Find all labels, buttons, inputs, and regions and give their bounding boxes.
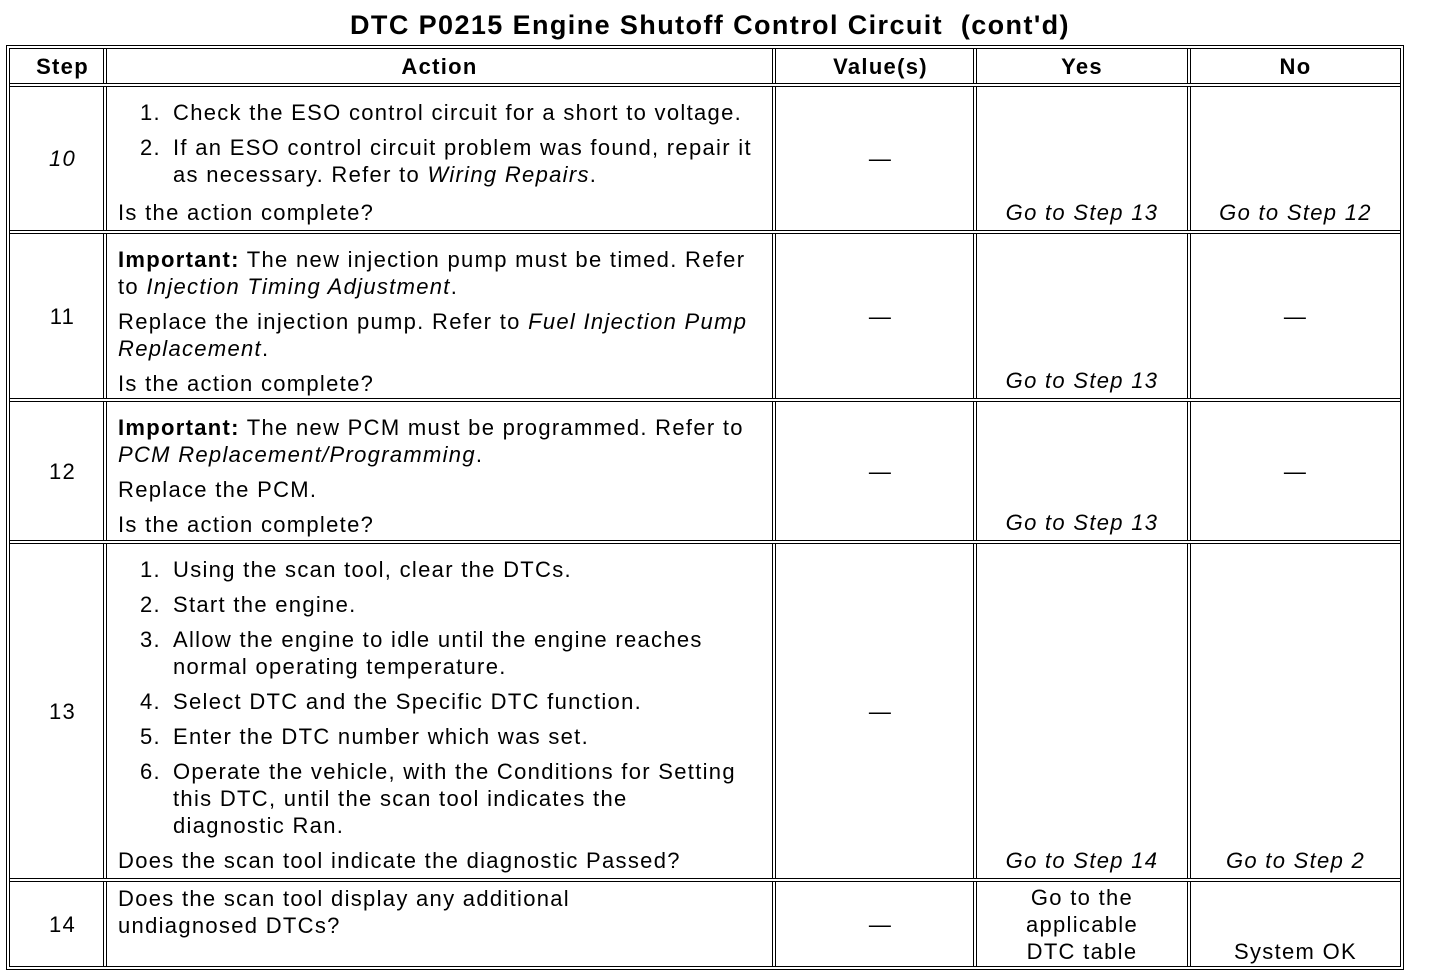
action-question: Is the action complete? xyxy=(118,512,375,537)
header-values: Value(s) xyxy=(776,49,977,83)
action-cell xyxy=(107,87,776,230)
action-text-line xyxy=(118,246,766,273)
yes-result-line: applicable xyxy=(1025,911,1139,937)
no-result: Go to Step 2 xyxy=(1225,848,1366,873)
list-number: 6. xyxy=(140,759,161,784)
list-number: 2. xyxy=(140,135,161,160)
action-text: this DTC, until the scan tool indicates the xyxy=(173,786,628,811)
diagnostic-table xyxy=(6,45,1404,970)
action-text: . xyxy=(475,442,484,467)
action-text: Allow the engine to idle until the engine reaches xyxy=(173,627,703,652)
yes-result-line: DTC table xyxy=(1026,938,1138,964)
no-cell: — xyxy=(1283,458,1308,484)
action-paragraph xyxy=(118,246,766,300)
reference-title: Wiring Repairs xyxy=(427,162,590,187)
list-number: 1. xyxy=(140,100,161,125)
yes-result: Go to Step 13 xyxy=(1005,510,1159,535)
value-cell: — xyxy=(776,544,977,878)
action-text: Replace the injection pump. Refer to xyxy=(118,309,529,334)
list-number: 1. xyxy=(140,557,161,582)
action-cell xyxy=(107,544,776,878)
action-question: Is the action complete? xyxy=(118,371,375,396)
action-cell xyxy=(107,402,776,540)
yes-cell xyxy=(977,87,1191,230)
action-text: Check the ESO control circuit for a short to voltage. xyxy=(173,100,743,125)
value-cell: — xyxy=(776,87,977,230)
action-cell xyxy=(107,234,776,398)
action-text: Replace the PCM. xyxy=(118,477,318,502)
action-text-line xyxy=(173,161,766,188)
value-cell: — xyxy=(776,234,977,398)
step-number: 14 xyxy=(10,882,107,966)
action-list-item xyxy=(118,556,766,583)
action-paragraph xyxy=(118,414,766,468)
action-text: . xyxy=(450,274,459,299)
list-number: 3. xyxy=(140,627,161,652)
action-text: Using the scan tool, clear the DTCs. xyxy=(173,557,572,582)
yes-cell xyxy=(977,234,1191,398)
reference-title: Fuel Injection Pump xyxy=(528,309,748,334)
action-text: The new PCM must be programmed. Refer to xyxy=(239,415,744,440)
action-text: Select DTC and the Specific DTC function. xyxy=(173,689,643,714)
action-text: . xyxy=(261,336,270,361)
action-list-item xyxy=(118,626,766,680)
reference-title: Injection Timing Adjustment xyxy=(146,274,451,299)
table-row-step-13 xyxy=(10,544,1400,882)
important-label: Important: xyxy=(118,247,240,272)
list-number: 2. xyxy=(140,592,161,617)
list-number: 5. xyxy=(140,724,161,749)
action-text: diagnostic Ran. xyxy=(173,813,345,838)
yes-cell xyxy=(977,402,1191,540)
no-cell xyxy=(1191,882,1400,966)
yes-result: Go to Step 13 xyxy=(1005,200,1159,225)
action-text-line xyxy=(118,308,766,335)
header-yes: Yes xyxy=(977,49,1191,83)
yes-cell xyxy=(977,544,1191,878)
step-number: 11 xyxy=(10,234,107,398)
action-text: Operate the vehicle, with the Conditions for Setting xyxy=(173,759,736,784)
table-row-step-10 xyxy=(10,87,1400,234)
document-title: DTC P0215 Engine Shutoff Control Circuit (cont'd) xyxy=(350,10,1070,40)
action-paragraph xyxy=(118,308,766,362)
value-cell: — xyxy=(776,402,977,540)
reference-title: PCM Replacement/Programming xyxy=(118,442,476,467)
action-text-line xyxy=(118,441,766,468)
important-label: Important: xyxy=(118,415,240,440)
reference-title: Replacement xyxy=(118,336,262,361)
no-cell xyxy=(1191,87,1400,230)
action-cell xyxy=(107,882,776,966)
action-paragraph xyxy=(118,476,766,503)
action-list-item xyxy=(118,723,766,750)
table-header-row xyxy=(10,49,1400,87)
no-result: Go to Step 12 xyxy=(1219,200,1372,225)
action-text: If an ESO control circuit problem was found, repair it xyxy=(173,135,752,160)
table-row-step-12 xyxy=(10,402,1400,544)
action-text: Start the engine. xyxy=(173,592,357,617)
action-question: Is the action complete? xyxy=(118,200,375,225)
action-question xyxy=(118,885,766,939)
table-row-step-11 xyxy=(10,234,1400,402)
table-row-step-14 xyxy=(10,882,1400,966)
action-list-item xyxy=(118,591,766,618)
yes-result-line: Go to the xyxy=(1030,884,1134,910)
step-number: 13 xyxy=(10,544,107,878)
action-text-line xyxy=(118,273,766,300)
action-text: The new injection pump must be timed. Refer xyxy=(239,247,746,272)
action-list-item xyxy=(118,134,766,188)
list-number: 4. xyxy=(140,689,161,714)
action-text-line xyxy=(118,414,766,441)
action-text: Enter the DTC number which was set. xyxy=(173,724,589,749)
step-number: 12 xyxy=(10,402,107,540)
action-question-line: Does the scan tool display any additional xyxy=(118,886,570,911)
header-step: Step xyxy=(10,49,107,83)
no-cell xyxy=(1191,544,1400,878)
action-list-item xyxy=(118,688,766,715)
yes-result: Go to Step 13 xyxy=(1005,368,1159,393)
no-cell: — xyxy=(1283,303,1308,329)
action-text: normal operating temperature. xyxy=(173,654,507,679)
action-question: Does the scan tool indicate the diagnostic Passed? xyxy=(118,848,681,873)
header-no: No xyxy=(1279,53,1312,79)
action-question-line: undiagnosed DTCs? xyxy=(118,913,341,938)
no-result: System OK xyxy=(1234,939,1357,964)
value-cell: — xyxy=(776,882,977,966)
yes-cell xyxy=(977,882,1191,966)
action-text: . xyxy=(589,162,598,187)
step-number: 10 xyxy=(10,87,107,230)
yes-result: Go to Step 14 xyxy=(1005,848,1159,873)
header-action: Action xyxy=(107,49,776,83)
action-text: as necessary. Refer to xyxy=(173,162,428,187)
action-list-item xyxy=(118,99,766,126)
action-text-line xyxy=(118,335,766,362)
action-list-item xyxy=(118,758,766,839)
action-text: to xyxy=(118,274,147,299)
